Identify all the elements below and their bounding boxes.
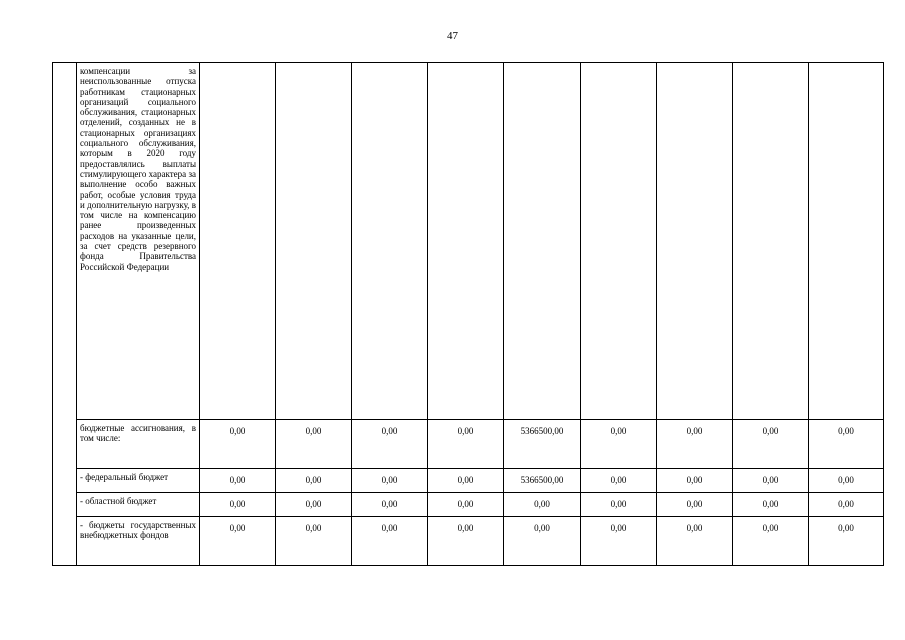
- value-cell: 0,00: [809, 493, 884, 517]
- index-cell: [53, 63, 77, 566]
- value-cell: 5366500,00: [504, 420, 581, 469]
- value-cell: 5366500,00: [504, 469, 581, 493]
- value-cell: 0,00: [428, 420, 504, 469]
- value-cell: 0,00: [276, 420, 352, 469]
- table-row: [53, 420, 884, 469]
- value-cell: 0,00: [276, 469, 352, 493]
- value-cell: 0,00: [200, 493, 276, 517]
- row-label: бюджетные ассигнования, в том числе:: [77, 420, 200, 469]
- value-cell: 0,00: [581, 420, 657, 469]
- value-cell: 0,00: [504, 517, 581, 566]
- empty-cell: [657, 63, 733, 420]
- value-cell: 0,00: [428, 493, 504, 517]
- row-label: - областной бюджет: [77, 493, 200, 517]
- value-cell: 0,00: [581, 517, 657, 566]
- value-cell: 0,00: [352, 469, 428, 493]
- empty-cell: [428, 63, 504, 420]
- empty-cell: [809, 63, 884, 420]
- value-cell: 0,00: [733, 517, 809, 566]
- value-cell: 0,00: [809, 469, 884, 493]
- value-cell: 0,00: [504, 493, 581, 517]
- row-description: компенсации за неиспользованные отпуска работникам стационарных организаций социального обслуживания, стационарных отделений, созданных не в стационарных организациях социального обслуживания, которым в 2020 году предоставлялись выплаты стимулирующего характера за выполнение особо важных работ, особые условия труда и дополнительную нагрузку, в том числе на компенсацию ранее произведенных расходов на указанные цели, за счет средств резервного фонда Правительства Российской Федерации: [77, 63, 200, 420]
- empty-cell: [276, 63, 352, 420]
- value-cell: 0,00: [733, 469, 809, 493]
- value-cell: 0,00: [657, 420, 733, 469]
- table-row: [53, 469, 884, 493]
- value-cell: 0,00: [809, 420, 884, 469]
- empty-cell: [200, 63, 276, 420]
- table-row: [53, 493, 884, 517]
- value-cell: 0,00: [276, 517, 352, 566]
- empty-cell: [733, 63, 809, 420]
- table-row: [53, 63, 884, 420]
- value-cell: 0,00: [657, 469, 733, 493]
- value-cell: 0,00: [352, 493, 428, 517]
- value-cell: 0,00: [200, 469, 276, 493]
- empty-cell: [504, 63, 581, 420]
- page-number: 47: [447, 30, 458, 42]
- value-cell: 0,00: [428, 517, 504, 566]
- value-cell: 0,00: [657, 493, 733, 517]
- value-cell: 0,00: [809, 517, 884, 566]
- value-cell: 0,00: [200, 420, 276, 469]
- value-cell: 0,00: [657, 517, 733, 566]
- value-cell: 0,00: [200, 517, 276, 566]
- empty-cell: [581, 63, 657, 420]
- value-cell: 0,00: [733, 493, 809, 517]
- value-cell: 0,00: [352, 420, 428, 469]
- row-label: - бюджеты государственных внебюджетных фондов: [77, 517, 200, 566]
- value-cell: 0,00: [581, 469, 657, 493]
- empty-cell: [352, 63, 428, 420]
- row-label: - федеральный бюджет: [77, 469, 200, 493]
- value-cell: 0,00: [428, 469, 504, 493]
- value-cell: 0,00: [733, 420, 809, 469]
- value-cell: 0,00: [352, 517, 428, 566]
- table-row: [53, 517, 884, 566]
- value-cell: 0,00: [581, 493, 657, 517]
- value-cell: 0,00: [276, 493, 352, 517]
- budget-table: [52, 62, 884, 566]
